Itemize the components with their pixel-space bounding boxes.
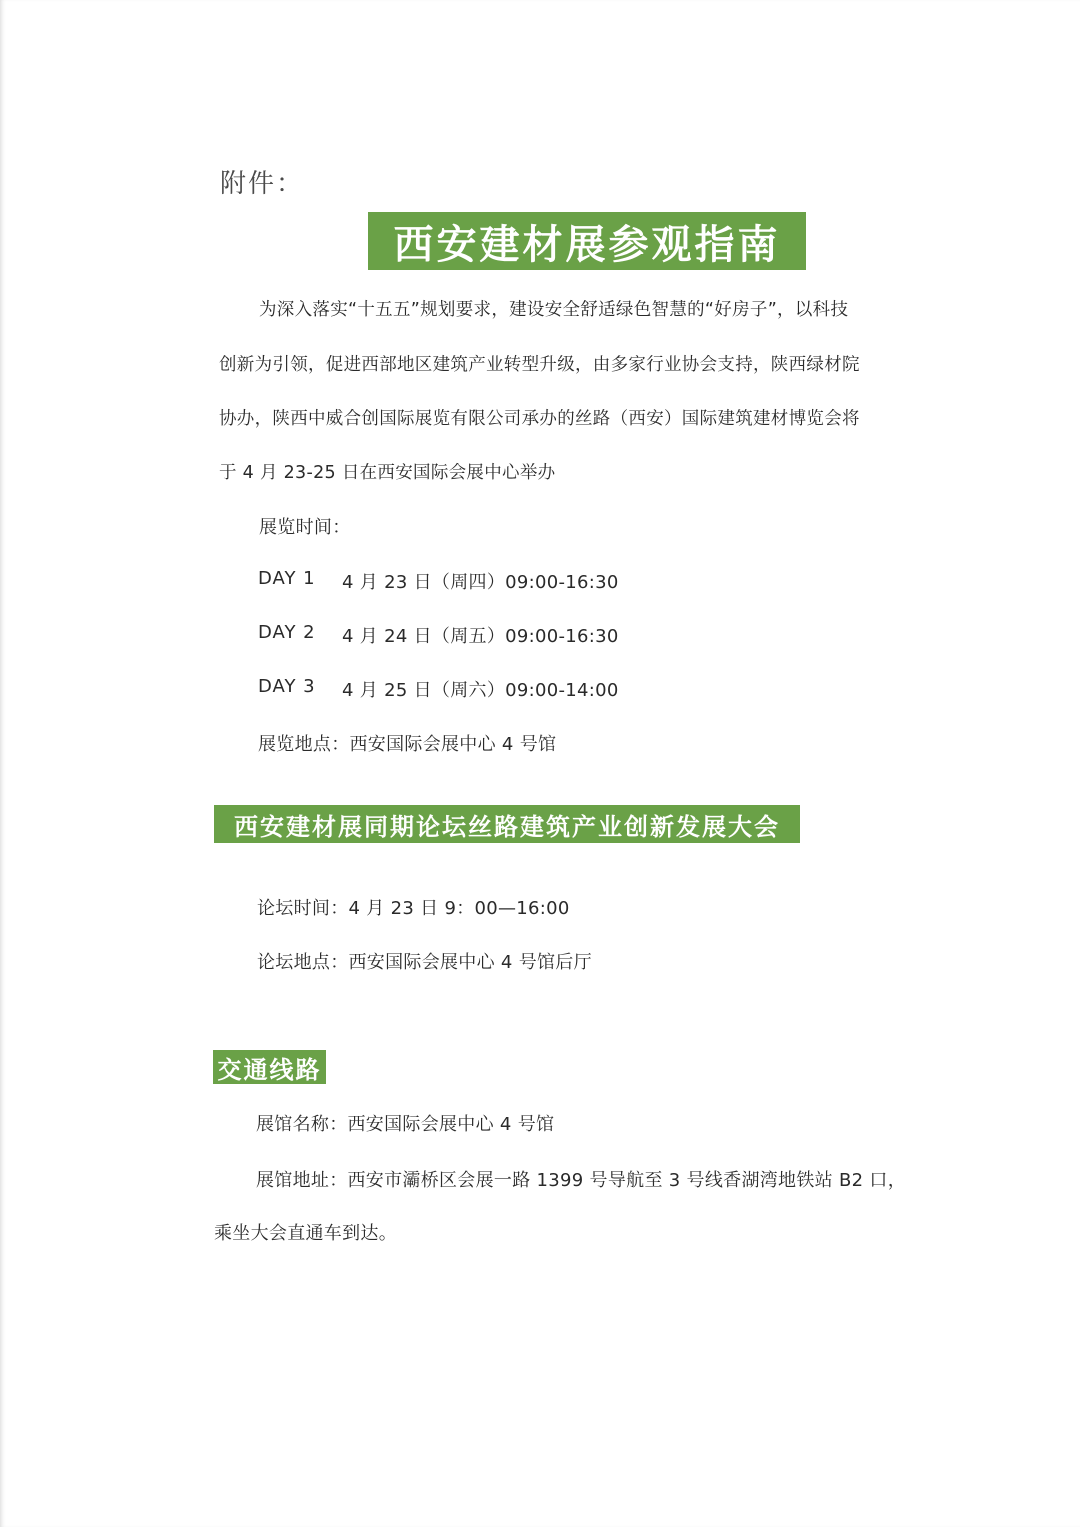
exhibition-location: 展览地点：西安国际会展中心 4 号馆 xyxy=(258,734,557,755)
forum-heading-highlight xyxy=(214,805,800,843)
title-highlight xyxy=(368,212,806,270)
forum-location: 论坛地点：西安国际会展中心 4 号馆后厅 xyxy=(257,952,592,973)
day-date: 4 月 23 日（周四）09:00-16:30 xyxy=(342,572,619,593)
day-label: DAY 1 xyxy=(258,568,316,589)
day-date: 4 月 24 日（周五）09:00-16:30 xyxy=(342,626,619,647)
intro-line-3: 协办，陕西中威合创国际展览有限公司承办的丝路（西安）国际建筑建材博览会将 xyxy=(219,409,860,429)
traffic-heading: 交通线路 xyxy=(217,1054,322,1084)
day-label: DAY 3 xyxy=(258,676,316,697)
intro-line-1: 为深入落实“十五五”规划要求，建设安全舒适绿色智慧的“好房子”，以科技 xyxy=(259,300,849,320)
day-label: DAY 2 xyxy=(258,622,316,643)
document-title: 西安建材展参观指南 xyxy=(393,220,781,268)
venue-name: 展馆名称：西安国际会展中心 4 号馆 xyxy=(256,1114,555,1135)
intro-line-4: 于 4 月 23-25 日在西安国际会展中心举办 xyxy=(219,463,556,483)
traffic-heading-highlight xyxy=(213,1050,326,1084)
day-date: 4 月 25 日（周六）09:00-14:00 xyxy=(342,680,619,701)
venue-address: 展馆地址：西安市灞桥区会展一路 1399 号导航至 3 号线香湖湾地铁站 B2 口， xyxy=(256,1170,906,1191)
annex-label: 附件： xyxy=(220,169,305,199)
forum-time: 论坛时间：4 月 23 日 9：00—16:00 xyxy=(257,898,570,919)
transport-note: 乘坐大会直通车到达。 xyxy=(214,1223,397,1244)
forum-heading: 西安建材展同期论坛丝路建筑产业创新发展大会 xyxy=(234,811,780,841)
intro-line-2: 创新为引领，促进西部地区建筑产业转型升级，由多家行业协会支持，陕西绿材院 xyxy=(219,355,860,375)
exhibition-time-label: 展览时间： xyxy=(259,517,351,538)
